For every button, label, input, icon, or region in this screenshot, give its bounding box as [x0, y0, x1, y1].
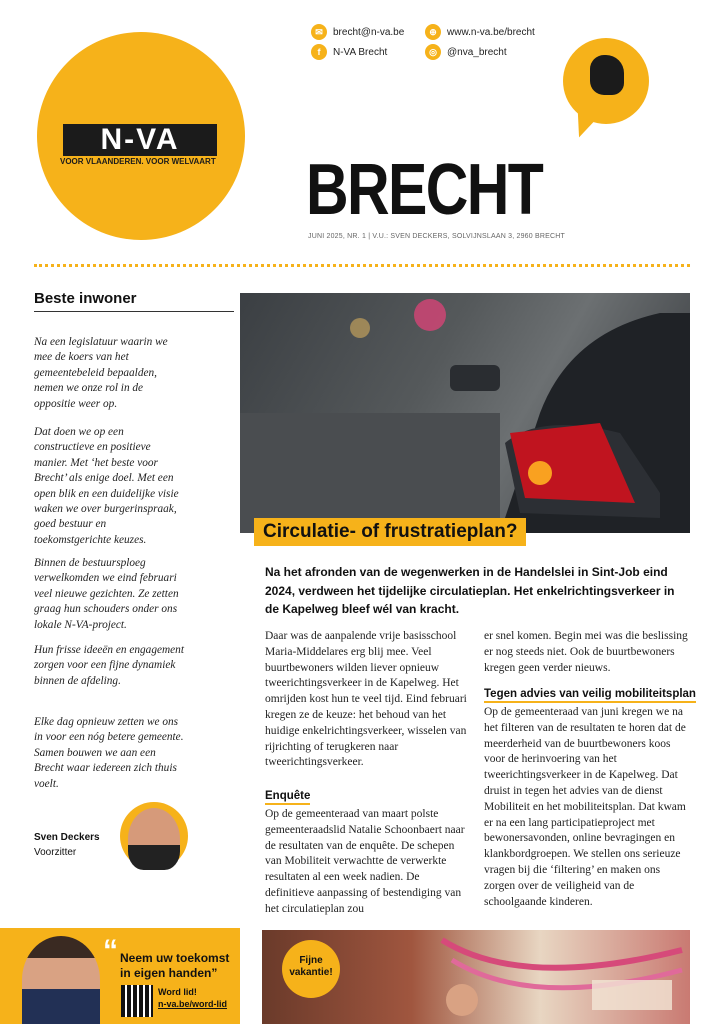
- mail-icon: ✉: [311, 24, 327, 40]
- subheading-advies: Tegen advies van veilig mobiliteitsplan: [484, 688, 696, 703]
- sidebar-divider: [34, 311, 234, 312]
- join-link[interactable]: n-va.be/word-lid: [158, 999, 228, 1009]
- join-cta: Word lid!: [158, 987, 197, 997]
- sidebar-paragraph: Elke dag opnieuw zetten we ons in voor een nóg betere gemeente. Samen bouwen we aan een Brecht waar iedereen zich thuis voelt.: [34, 716, 184, 790]
- vacation-text: Fijne vakantie!: [289, 955, 333, 978]
- email-text: brecht@n-va.be: [333, 26, 405, 38]
- subheading-enquete: Enquête: [265, 790, 310, 805]
- sidebar-title: Beste inwoner: [34, 290, 137, 307]
- instagram-text: @nva_brecht: [447, 46, 507, 58]
- contact-email[interactable]: [311, 24, 404, 40]
- instagram-icon: ◎: [425, 44, 441, 60]
- sidebar-paragraph: Binnen de bestuursploeg verwelkomden we eind februari veel nieuwe gezichten. Ze zetten graag hun schouders onder ons lokale N-VA-project.: [34, 557, 179, 631]
- contact-facebook[interactable]: [311, 44, 387, 60]
- nva-logo: N-VA: [63, 124, 217, 156]
- page-title: BRECHT: [306, 150, 543, 230]
- dotted-divider: [34, 264, 690, 267]
- contact-website[interactable]: [425, 24, 535, 40]
- publication-meta: JUNI 2025, NR. 1 | V.U.: SVEN DECKERS, SOLVIJNSLAAN 3, 2960 BRECHT: [308, 233, 565, 240]
- article-lead: Na het afronden van de wegenwerken in de Handelslei in Sint-Job eind 2024, verdween het tijdelijke circulatieplan. Het enkelrichtingsverkeer in de Kapelweg bleef wél van kracht.: [265, 565, 675, 616]
- logo-slogan: VOOR VLAANDEREN. VOOR WELVAART: [60, 157, 216, 166]
- article-paragraph: Op de gemeenteraad van juni kregen we na het filteren van de resultaten te horen dat de meerderheid van de buurtbewoners koos voor de herinvoering van het tweerichtingsverkeer in de Kapelweg. Dat druist in tegen het advies van de dienst Mobiliteit en het mobiliteitsplan. Dat kwam er na een lang participatieproject met bewonersavonden, online bevragingen en klankbordgroepen. We stellen ons serieuze vragen bij die ‘filtering’ en maken ons zorgen over de veiligheid van de schoolgaande kinderen.: [484, 706, 686, 908]
- signer-name: Sven Deckers: [34, 832, 100, 843]
- car-illustration: [240, 293, 690, 533]
- website-text: www.n-va.be/brecht: [447, 26, 535, 38]
- sidebar-paragraph: Hun frisse ideeën en engagement zorgen voor een fijne dynamiek binnen de afdeling.: [34, 644, 184, 687]
- qr-code-icon[interactable]: [121, 985, 153, 1017]
- article-paragraph: Op de gemeenteraad van maart polste gemeenteraadslid Natalie Schoonbaert naar de resultaten van de enquête. De schepen van Mobiliteit verwachtte de verwerkte resultaten al een week nadien. De definitieve aanpassing of bestendiging van het circulatieplan zou: [265, 808, 465, 915]
- facebook-text: N-VA Brecht: [333, 46, 388, 58]
- promo-portrait: [22, 936, 100, 1024]
- signer-role: Voorzitter: [34, 847, 77, 858]
- promo-quote: Neem uw toekomst in eigen handen”: [120, 951, 230, 980]
- lion-icon: [590, 55, 624, 95]
- quote-mark-icon: “: [103, 934, 118, 967]
- article-paragraph: Daar was de aanpalende vrije basisschool Maria-Middelares erg blij mee. Veel buurtbewoners wilden liever opnieuw tweerichtingsverkeer in de Kapelweg. Het omrijden kost hun te veel tijd. Eind februari kregen ze de keuze: het behoud van het huidige enkelrichtingsverkeer, wisselen van rijrichting of terugkeren naar tweerichtingsverkeer.: [265, 630, 467, 769]
- globe-icon: ⊕: [425, 24, 441, 40]
- article-paragraph: er snel komen. Begin mei was die beslissing er nog steeds niet. Ook de buurtbewoners kregen geen verder nieuws.: [484, 630, 688, 674]
- contact-instagram[interactable]: [425, 44, 507, 60]
- article-photo: [240, 293, 690, 533]
- avatar: [128, 808, 180, 870]
- article-headline: Circulatie- of frustratieplan?: [254, 518, 526, 546]
- facebook-icon: f: [311, 44, 327, 60]
- sidebar-paragraph: Na een legislatuur waarin we mee de koers van het gemeentebeleid bepaalden, nemen we onze rol in de oppositie weer op.: [34, 336, 168, 410]
- sidebar-paragraph: Dat doen we op een constructieve en positieve manier. Met ‘het beste voor Brecht’ als enige doel. Met een open blik en een duidelijke visie waken we over burgerinspraak, goed bestuur en toekomstgerichte keuzes.: [34, 426, 179, 546]
